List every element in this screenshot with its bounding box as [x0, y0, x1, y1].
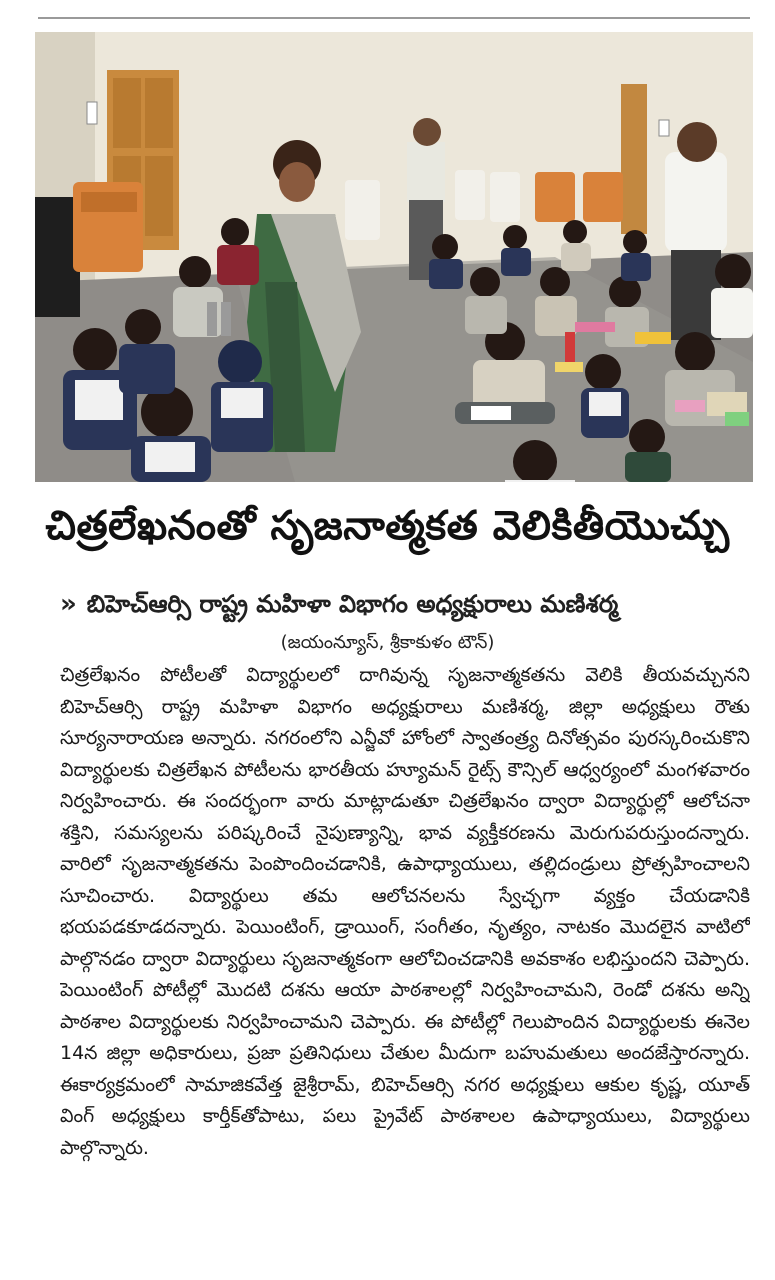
- subheadline: [60, 584, 750, 624]
- subheadline-marker: »: [60, 589, 77, 619]
- top-divider: [38, 17, 750, 19]
- news-photo: [35, 32, 753, 482]
- subheadline-text: బిహెచ్ఆర్సి రాష్ట్ర మహిళా విభాగం అధ్యక్షురాలు మణిశర్మ: [86, 590, 619, 618]
- dateline: (జయంన్యూస్, శ్రీకాకుళం టౌన్): [280, 632, 495, 653]
- headline: చిత్రలేఖనంతో సృజనాత్మకత వెలికితీయొచ్చు: [45, 503, 730, 549]
- article-body: చిత్రలేఖనం పోటీలతో విద్యార్థులలో దాగివున్న సృజనాత్మకతను వెలికి తీయవచ్చునని బిహెచ్ఆర్సి రాష్ట్ర మహిళా విభాగం అధ్యక్షురాలు మణిశర్మ, జిల్లా అధ్యక్షులు రౌతు సూర్యనారాయణ అన్నారు. నగరంలోని ఎన్జీవో హోంలో స్వాతంత్ర్య దినోత్సవం పురస్కరించుకొని విద్యార్థులకు చిత్రలేఖన పోటీలను భారతీయ హ్యూమన్ రైట్స్ కౌన్సిల్ ఆధ్వర్యంలో మంగళవారం నిర్వహించారు. ఈ సందర్భంగా వారు మాట్లాడుతూ చిత్రలేఖనం ద్వారా విద్యార్థుల్లో ఆలోచనా శక్తిని, సమస్యలను పరిష్కరించే నైపుణ్యాన్ని, భావ వ్యక్తీకరణను మెరుగుపరుస్తుందన్నారు. వారిలో సృజనాత్మకతను పెంపొందించడానికి, ఉపాధ్యాయులు, తల్లిదండ్రులు ప్రోత్సహించాలని సూచించారు. విద్యార్థులు తమ ఆలోచనలను స్వేచ్ఛగా వ్యక్తం చేయడానికి భయపడకూడదన్నారు. పెయింటింగ్, డ్రాయింగ్, సంగీతం, నృత్యం, నాటకం మొదలైన వాటిలో పాల్గొనడం ద్వారా విద్యార్థులు సృజనాత్మకంగా ఆలోచించడానికి అవకాశం లభిస్తుందని చెప్పారు. పెయింటింగ్ పోటీల్లో మొదటి దశను ఆయా పాఠశాలల్లో నిర్వహించామని, రెండో దశను అన్ని పాఠశాల విద్యార్థులకు నిర్వహించామని చెప్పారు. ఈ పోటీల్లో గెలుపొందిన విద్యార్థులకు ఈనెల 14న జిల్లా అధికారులు, ప్రజా ప్రతినిధులు చేతుల మీదుగా బహుమతులు అందజేస్తారన్నారు. ఈకార్యక్రమంలో సామాజికవేత్త జైశ్రీరామ్, బిహెచ్ఆర్సి నగర అధ్యక్షులు ఆకుల కృష్ణ, యూత్ వింగ్ అధ్యక్షులు కార్తీక్‌తోపాటు, పలు ప్రైవేట్ పాఠశాలల ఉపాధ్యాయులు, విద్యార్థులు పాల్గొన్నారు.: [60, 664, 750, 1159]
- classroom-drawing-competition-illustration: [35, 32, 753, 482]
